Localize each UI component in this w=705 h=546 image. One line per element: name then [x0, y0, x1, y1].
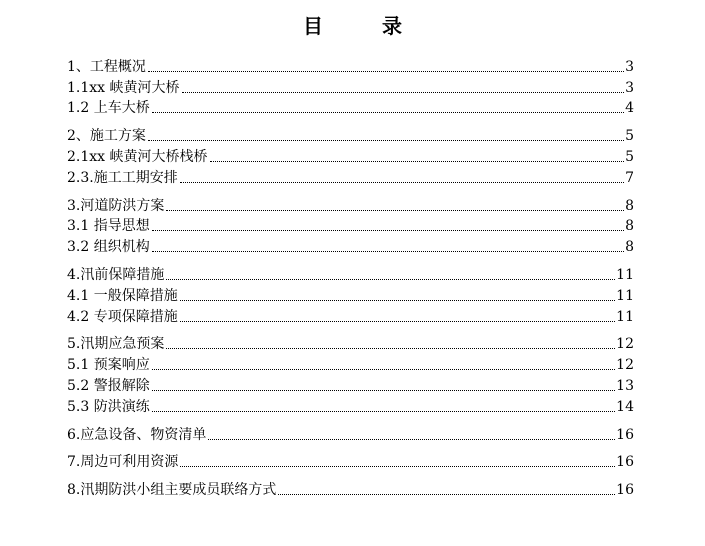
toc-entry[interactable] [67, 395, 634, 416]
toc-page-number: 5 [625, 148, 634, 165]
toc-entry[interactable] [67, 423, 634, 444]
dot-leader [166, 347, 615, 349]
toc-section [67, 124, 634, 186]
toc-page-number: 3 [625, 79, 634, 96]
toc-entry[interactable] [67, 263, 634, 284]
toc-page-number: 16 [616, 482, 634, 499]
toc-entry-title: 5.1 预案响应 [67, 357, 150, 374]
toc-entry[interactable] [67, 284, 634, 305]
dot-leader [180, 320, 615, 322]
toc-entry[interactable] [67, 215, 634, 236]
toc-page-number: 16 [616, 454, 634, 471]
toc-entry-title: 4.汛前保障措施 [67, 266, 165, 283]
dot-leader [210, 160, 625, 162]
toc-entry[interactable] [67, 145, 634, 166]
toc-section [67, 423, 634, 444]
table-of-contents [67, 55, 634, 506]
toc-entry-title: 1.2 上车大桥 [67, 100, 150, 117]
toc-page-number: 11 [616, 266, 634, 283]
dot-leader [182, 91, 625, 93]
dot-leader [152, 368, 615, 370]
toc-entry[interactable] [67, 333, 634, 354]
dot-leader [152, 111, 624, 113]
toc-entry-title: 6.应急设备、物资清单 [67, 426, 207, 443]
toc-page-number: 8 [625, 218, 634, 235]
toc-page-number: 16 [616, 426, 634, 443]
toc-entry[interactable] [67, 124, 634, 145]
toc-entry[interactable] [67, 451, 634, 472]
dot-leader [148, 139, 624, 141]
toc-entry-title: 4.1 一般保障措施 [67, 287, 178, 304]
toc-entry-title: 2.1xx 峡黄河大桥栈桥 [67, 148, 208, 165]
toc-entry[interactable] [67, 166, 634, 187]
dot-leader [152, 250, 624, 252]
toc-entry[interactable] [67, 353, 634, 374]
dot-leader [148, 70, 624, 72]
toc-entry[interactable] [67, 76, 634, 97]
toc-entry-title: 3.2 组织机构 [67, 239, 150, 256]
toc-entry-title: 2、施工方案 [67, 128, 146, 145]
toc-page-number: 11 [616, 287, 634, 304]
dot-leader [208, 438, 615, 440]
dot-leader [152, 229, 624, 231]
toc-entry-title: 8.汛期防洪小组主要成员联络方式 [67, 482, 277, 499]
toc-entry[interactable] [67, 478, 634, 499]
toc-entry[interactable] [67, 235, 634, 256]
toc-page-number: 13 [616, 377, 634, 394]
toc-page-number: 8 [625, 239, 634, 256]
dot-leader [152, 410, 615, 412]
dot-leader [166, 278, 615, 280]
toc-entry[interactable] [67, 194, 634, 215]
toc-entry[interactable] [67, 55, 634, 76]
toc-page-number: 11 [616, 308, 634, 325]
toc-section [67, 478, 634, 499]
dot-leader [180, 299, 615, 301]
toc-page-number: 7 [625, 169, 634, 186]
dot-leader [180, 181, 624, 183]
toc-entry-title: 5.汛期应急预案 [67, 336, 165, 353]
toc-page-number: 12 [616, 357, 634, 374]
dot-leader [166, 209, 624, 211]
toc-page-number: 3 [625, 58, 634, 75]
dot-leader [180, 465, 615, 467]
toc-page-number: 4 [625, 100, 634, 117]
toc-entry-title: 2.3.施工工期安排 [67, 169, 178, 186]
toc-entry-title: 1、工程概况 [67, 58, 146, 75]
dot-leader [278, 493, 615, 495]
toc-entry-title: 5.3 防洪演练 [67, 398, 150, 415]
toc-entry[interactable] [67, 305, 634, 326]
toc-section [67, 263, 634, 325]
toc-entry-title: 7.周边可利用资源 [67, 454, 179, 471]
toc-page-number: 8 [625, 197, 634, 214]
toc-section [67, 55, 634, 117]
toc-page-number: 14 [616, 398, 634, 415]
toc-section [67, 194, 634, 256]
toc-page-number: 5 [625, 128, 634, 145]
toc-entry[interactable] [67, 374, 634, 395]
toc-entry-title: 3.河道防洪方案 [67, 197, 165, 214]
dot-leader [152, 389, 615, 391]
toc-entry-title: 3.1 指导思想 [67, 218, 150, 235]
toc-section [67, 451, 634, 472]
toc-entry-title: 4.2 专项保障措施 [67, 308, 178, 325]
toc-entry-title: 1.1xx 峡黄河大桥 [67, 79, 180, 96]
toc-entry-title: 5.2 警报解除 [67, 377, 150, 394]
toc-page-number: 12 [616, 336, 634, 353]
page-title: 目 录 [303, 14, 428, 38]
toc-entry[interactable] [67, 97, 634, 118]
toc-section [67, 333, 634, 416]
